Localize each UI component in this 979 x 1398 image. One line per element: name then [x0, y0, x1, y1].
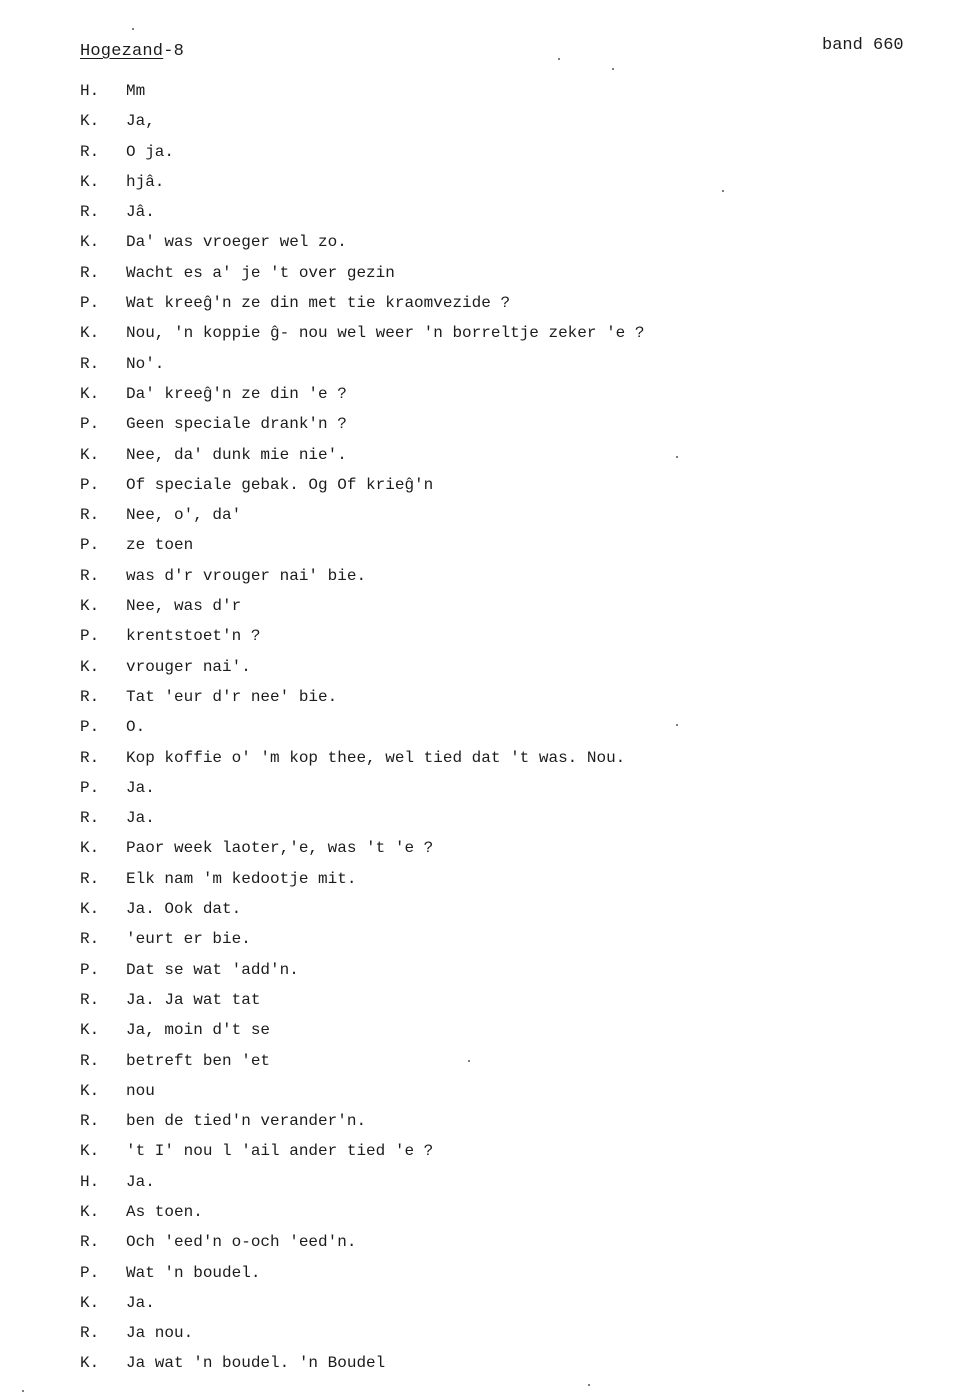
- transcript-line: [80, 197, 940, 227]
- transcript-line: [80, 1015, 940, 1045]
- transcript-line: [80, 1136, 940, 1166]
- utterance-text: Wacht es a' je 't over gezin: [126, 263, 395, 282]
- speaker-label: R.: [80, 930, 100, 949]
- utterance-text: As toen.: [126, 1202, 203, 1221]
- scan-speck: [676, 456, 678, 458]
- speaker-label: R.: [80, 687, 100, 706]
- scan-speck: [676, 724, 678, 726]
- utterance-text: Elk nam 'm kedootje mit.: [126, 869, 357, 888]
- utterance-text: Ja.: [126, 778, 155, 797]
- speaker-label: R.: [80, 1051, 100, 1070]
- transcript-line: [80, 1348, 940, 1378]
- speaker-label: R.: [80, 809, 100, 828]
- speaker-label: R.: [80, 263, 100, 282]
- transcript-line: [80, 1106, 940, 1136]
- speaker-label: K.: [80, 1021, 100, 1040]
- utterance-text: Ja.: [126, 1172, 155, 1191]
- speaker-label: K.: [80, 1142, 100, 1161]
- transcript-line: [80, 773, 940, 803]
- speaker-label: P.: [80, 960, 100, 979]
- page-title: [80, 42, 184, 61]
- utterance-text: Nou, 'n koppie ĝ- nou wel weer 'n borreltje zeker 'e ?: [126, 324, 645, 343]
- scan-speck: [558, 58, 560, 60]
- transcript-line: [80, 1197, 940, 1227]
- transcript-line: [80, 743, 940, 773]
- transcript-line: [80, 106, 940, 136]
- scan-speck: [22, 1390, 24, 1392]
- transcript-line: [80, 652, 940, 682]
- transcript-line: [80, 440, 940, 470]
- speaker-label: R.: [80, 142, 100, 161]
- utterance-text: Ja, moin d't se: [126, 1021, 271, 1040]
- utterance-text: Da' was vroeger wel zo.: [126, 233, 347, 252]
- utterance-text: Ja. Ja wat tat: [126, 990, 261, 1009]
- scan-speck: [132, 28, 134, 30]
- speaker-label: R.: [80, 566, 100, 585]
- speaker-label: P.: [80, 778, 100, 797]
- transcript-line: [80, 955, 940, 985]
- transcript-line: [80, 561, 940, 591]
- speaker-label: K.: [80, 597, 100, 616]
- utterance-text: ze toen: [126, 536, 194, 555]
- transcript-line: [80, 530, 940, 560]
- speaker-label: R.: [80, 1112, 100, 1131]
- utterance-text: Da' kreeĝ'n ze din 'e ?: [126, 384, 347, 403]
- utterance-text: vrouger nai'.: [126, 657, 251, 676]
- transcript-line: [80, 621, 940, 651]
- speaker-label: R.: [80, 506, 100, 525]
- utterance-text: Ja,: [126, 112, 155, 131]
- speaker-label: R.: [80, 990, 100, 1009]
- speaker-label: K.: [80, 839, 100, 858]
- speaker-label: K.: [80, 1354, 100, 1373]
- speaker-label: P.: [80, 536, 100, 555]
- speaker-label: K.: [80, 1293, 100, 1312]
- utterance-text: nou: [126, 1081, 155, 1100]
- speaker-label: R.: [80, 354, 100, 373]
- utterance-text: O ja.: [126, 142, 175, 161]
- utterance-text: Kop koffie o' 'm kop thee, wel tied dat 't was. Nou.: [126, 748, 626, 767]
- utterance-text: Och 'eed'n o-och 'eed'n.: [126, 1233, 357, 1252]
- speaker-label: R.: [80, 1324, 100, 1343]
- utterance-text: Geen speciale drank'n ?: [126, 415, 347, 434]
- transcript-line: [80, 227, 940, 257]
- transcript-line: [80, 288, 940, 318]
- utterance-text: Tat 'eur d'r nee' bie.: [126, 687, 338, 706]
- utterance-text: Wat kreeĝ'n ze din met tie kraomvezide ?: [126, 294, 511, 313]
- transcript-line: [80, 591, 940, 621]
- utterance-text: was d'r vrouger nai' bie.: [126, 566, 367, 585]
- transcript-line: [80, 137, 940, 167]
- transcript-line: [80, 864, 940, 894]
- speaker-label: R.: [80, 1233, 100, 1252]
- utterance-text: 'eurt er bie.: [126, 930, 251, 949]
- speaker-label: P.: [80, 475, 100, 494]
- speaker-label: K.: [80, 384, 100, 403]
- transcript-line: [80, 167, 940, 197]
- utterance-text: Ja. Ook dat.: [126, 900, 242, 919]
- speaker-label: K.: [80, 233, 100, 252]
- speaker-label: K.: [80, 1081, 100, 1100]
- utterance-text: Nee, o', da': [126, 506, 242, 525]
- utterance-text: Nee, da' dunk mie nie'.: [126, 445, 347, 464]
- utterance-text: Ja.: [126, 809, 155, 828]
- transcript-line: [80, 409, 940, 439]
- utterance-text: Mm: [126, 82, 146, 100]
- utterance-text: No'.: [126, 354, 165, 373]
- title-location: Hogezand: [80, 42, 164, 61]
- speaker-label: P.: [80, 1263, 100, 1282]
- transcript-line: [80, 1258, 940, 1288]
- scan-speck: [588, 1384, 590, 1386]
- speaker-label: K.: [80, 1202, 100, 1221]
- band-label: band 660: [822, 36, 904, 55]
- scan-speck: [468, 1060, 470, 1062]
- speaker-label: P.: [80, 718, 100, 737]
- scan-speck: [612, 68, 614, 70]
- title-number: -8: [163, 42, 185, 61]
- transcript-line: [80, 318, 940, 348]
- utterance-text: Paor week laoter,'e, was 't 'e ?: [126, 839, 434, 858]
- utterance-text: Ja nou.: [126, 1324, 194, 1343]
- transcript-line: [80, 985, 940, 1015]
- speaker-label: K.: [80, 324, 100, 343]
- utterance-text: Dat se wat 'add'n.: [126, 960, 299, 979]
- utterance-text: Ja wat 'n boudel. 'n Boudel: [126, 1354, 386, 1373]
- transcript-line: [80, 1076, 940, 1106]
- transcript-line: [80, 1318, 940, 1348]
- speaker-label: P.: [80, 627, 100, 646]
- speaker-label: H.: [80, 82, 100, 100]
- speaker-label: K.: [80, 445, 100, 464]
- utterance-text: Jâ.: [126, 203, 155, 222]
- transcript-line: [80, 712, 940, 742]
- speaker-label: P.: [80, 294, 100, 313]
- transcript-line: [80, 258, 940, 288]
- transcript-line: [80, 1046, 940, 1076]
- speaker-label: H.: [80, 1172, 100, 1191]
- transcript-line: [80, 924, 940, 954]
- transcript-lines: [80, 76, 940, 1379]
- speaker-label: K.: [80, 112, 100, 131]
- speaker-label: K.: [80, 900, 100, 919]
- transcript-line: [80, 349, 940, 379]
- utterance-text: Ja.: [126, 1293, 155, 1312]
- speaker-label: K.: [80, 172, 100, 191]
- speaker-label: K.: [80, 657, 100, 676]
- transcript-line: [80, 379, 940, 409]
- transcript-line: [80, 682, 940, 712]
- scan-speck: [722, 190, 724, 192]
- transcript-line: [80, 833, 940, 863]
- utterance-text: krentstoet'n ?: [126, 627, 261, 646]
- utterance-text: 't I' nou l 'ail ander tied 'e ?: [126, 1142, 434, 1161]
- transcript-line: [80, 1288, 940, 1318]
- transcript-line: [80, 1167, 940, 1197]
- utterance-text: ben de tied'n verander'n.: [126, 1112, 367, 1131]
- utterance-text: hjâ.: [126, 172, 165, 191]
- utterance-text: Wat 'n boudel.: [126, 1263, 261, 1282]
- utterance-text: Of speciale gebak. Og Of krieĝ'n: [126, 475, 434, 494]
- speaker-label: R.: [80, 748, 100, 767]
- speaker-label: P.: [80, 415, 100, 434]
- speaker-label: R.: [80, 203, 100, 222]
- utterance-text: Nee, was d'r: [126, 597, 242, 616]
- transcript-line: [80, 470, 940, 500]
- speaker-label: R.: [80, 869, 100, 888]
- utterance-text: betreft ben 'et: [126, 1051, 271, 1070]
- utterance-text: O.: [126, 718, 146, 737]
- transcript-line: [80, 894, 940, 924]
- transcript-line: [80, 1227, 940, 1257]
- transcript-line: [80, 500, 940, 530]
- transcript-line: [80, 76, 940, 106]
- transcript-line: [80, 803, 940, 833]
